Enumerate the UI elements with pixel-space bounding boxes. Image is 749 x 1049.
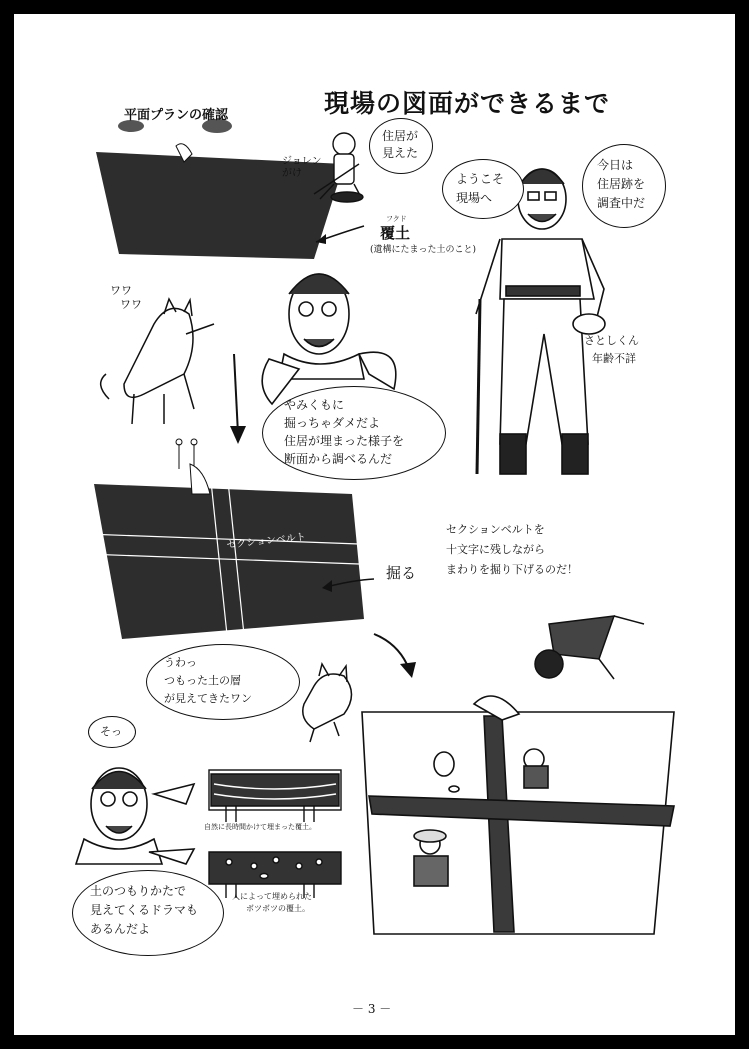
layer-natural-caption: 自然に長時間かけて埋まった覆土。 xyxy=(204,823,316,831)
page-number: － 3 － xyxy=(352,1002,392,1016)
pointing-man xyxy=(262,274,396,404)
bubble-kyou-text: 今日は 住居跡を 調査中だ xyxy=(597,158,646,210)
bubble-sumai-text: 住居が 見えた xyxy=(382,129,419,160)
bubble-yamikumo-text: やみくもに 掘っちゃダメだよ 住居が埋まった様子を 断面から調べるんだ xyxy=(284,398,405,466)
satoshi-caption: さとしくん 年齢不詳 xyxy=(584,334,639,365)
page-title: 現場の図面ができるまで xyxy=(324,89,611,118)
jorenga-label: ジョレン がけ xyxy=(282,156,322,179)
horu-label: 掘る xyxy=(386,564,417,582)
bubble-drama-text: 土のつもりかたで 見えてくるドラマも あるんだよ xyxy=(90,884,199,936)
fukudo-ruby: フクド xyxy=(386,215,407,223)
wheelbarrow xyxy=(535,616,644,679)
fukudo-note: (遺構にたまった土のこと) xyxy=(370,245,477,255)
section-belt-label: セクションベルト xyxy=(225,531,307,552)
dog-barking xyxy=(101,299,214,424)
fukudo-word: 覆土 xyxy=(380,224,411,242)
bubble-youkoso-text: ようこそ 現場へ xyxy=(456,172,505,205)
plan-check-label: 平面プランの確認 xyxy=(124,108,229,123)
soil-layer-diagram-natural xyxy=(209,770,341,822)
excavation-pit xyxy=(362,696,674,934)
comic-page xyxy=(14,14,735,1035)
dog-surprised xyxy=(303,664,352,742)
layer-human-caption: 人によって埋められた ボツボツの覆土。 xyxy=(232,892,312,913)
bubble-sotsu-text: そっ xyxy=(100,725,122,738)
dog-woof-text: ワワ ワワ xyxy=(110,284,142,311)
bubble-uwa-text: うわっ つもった土の層 が見えてきたワン xyxy=(164,656,252,705)
explaining-man xyxy=(76,768,194,864)
section-belt-note: セクションベルトを 十文字に残しながら まわりを掘り下げるのだ！ xyxy=(446,523,578,576)
